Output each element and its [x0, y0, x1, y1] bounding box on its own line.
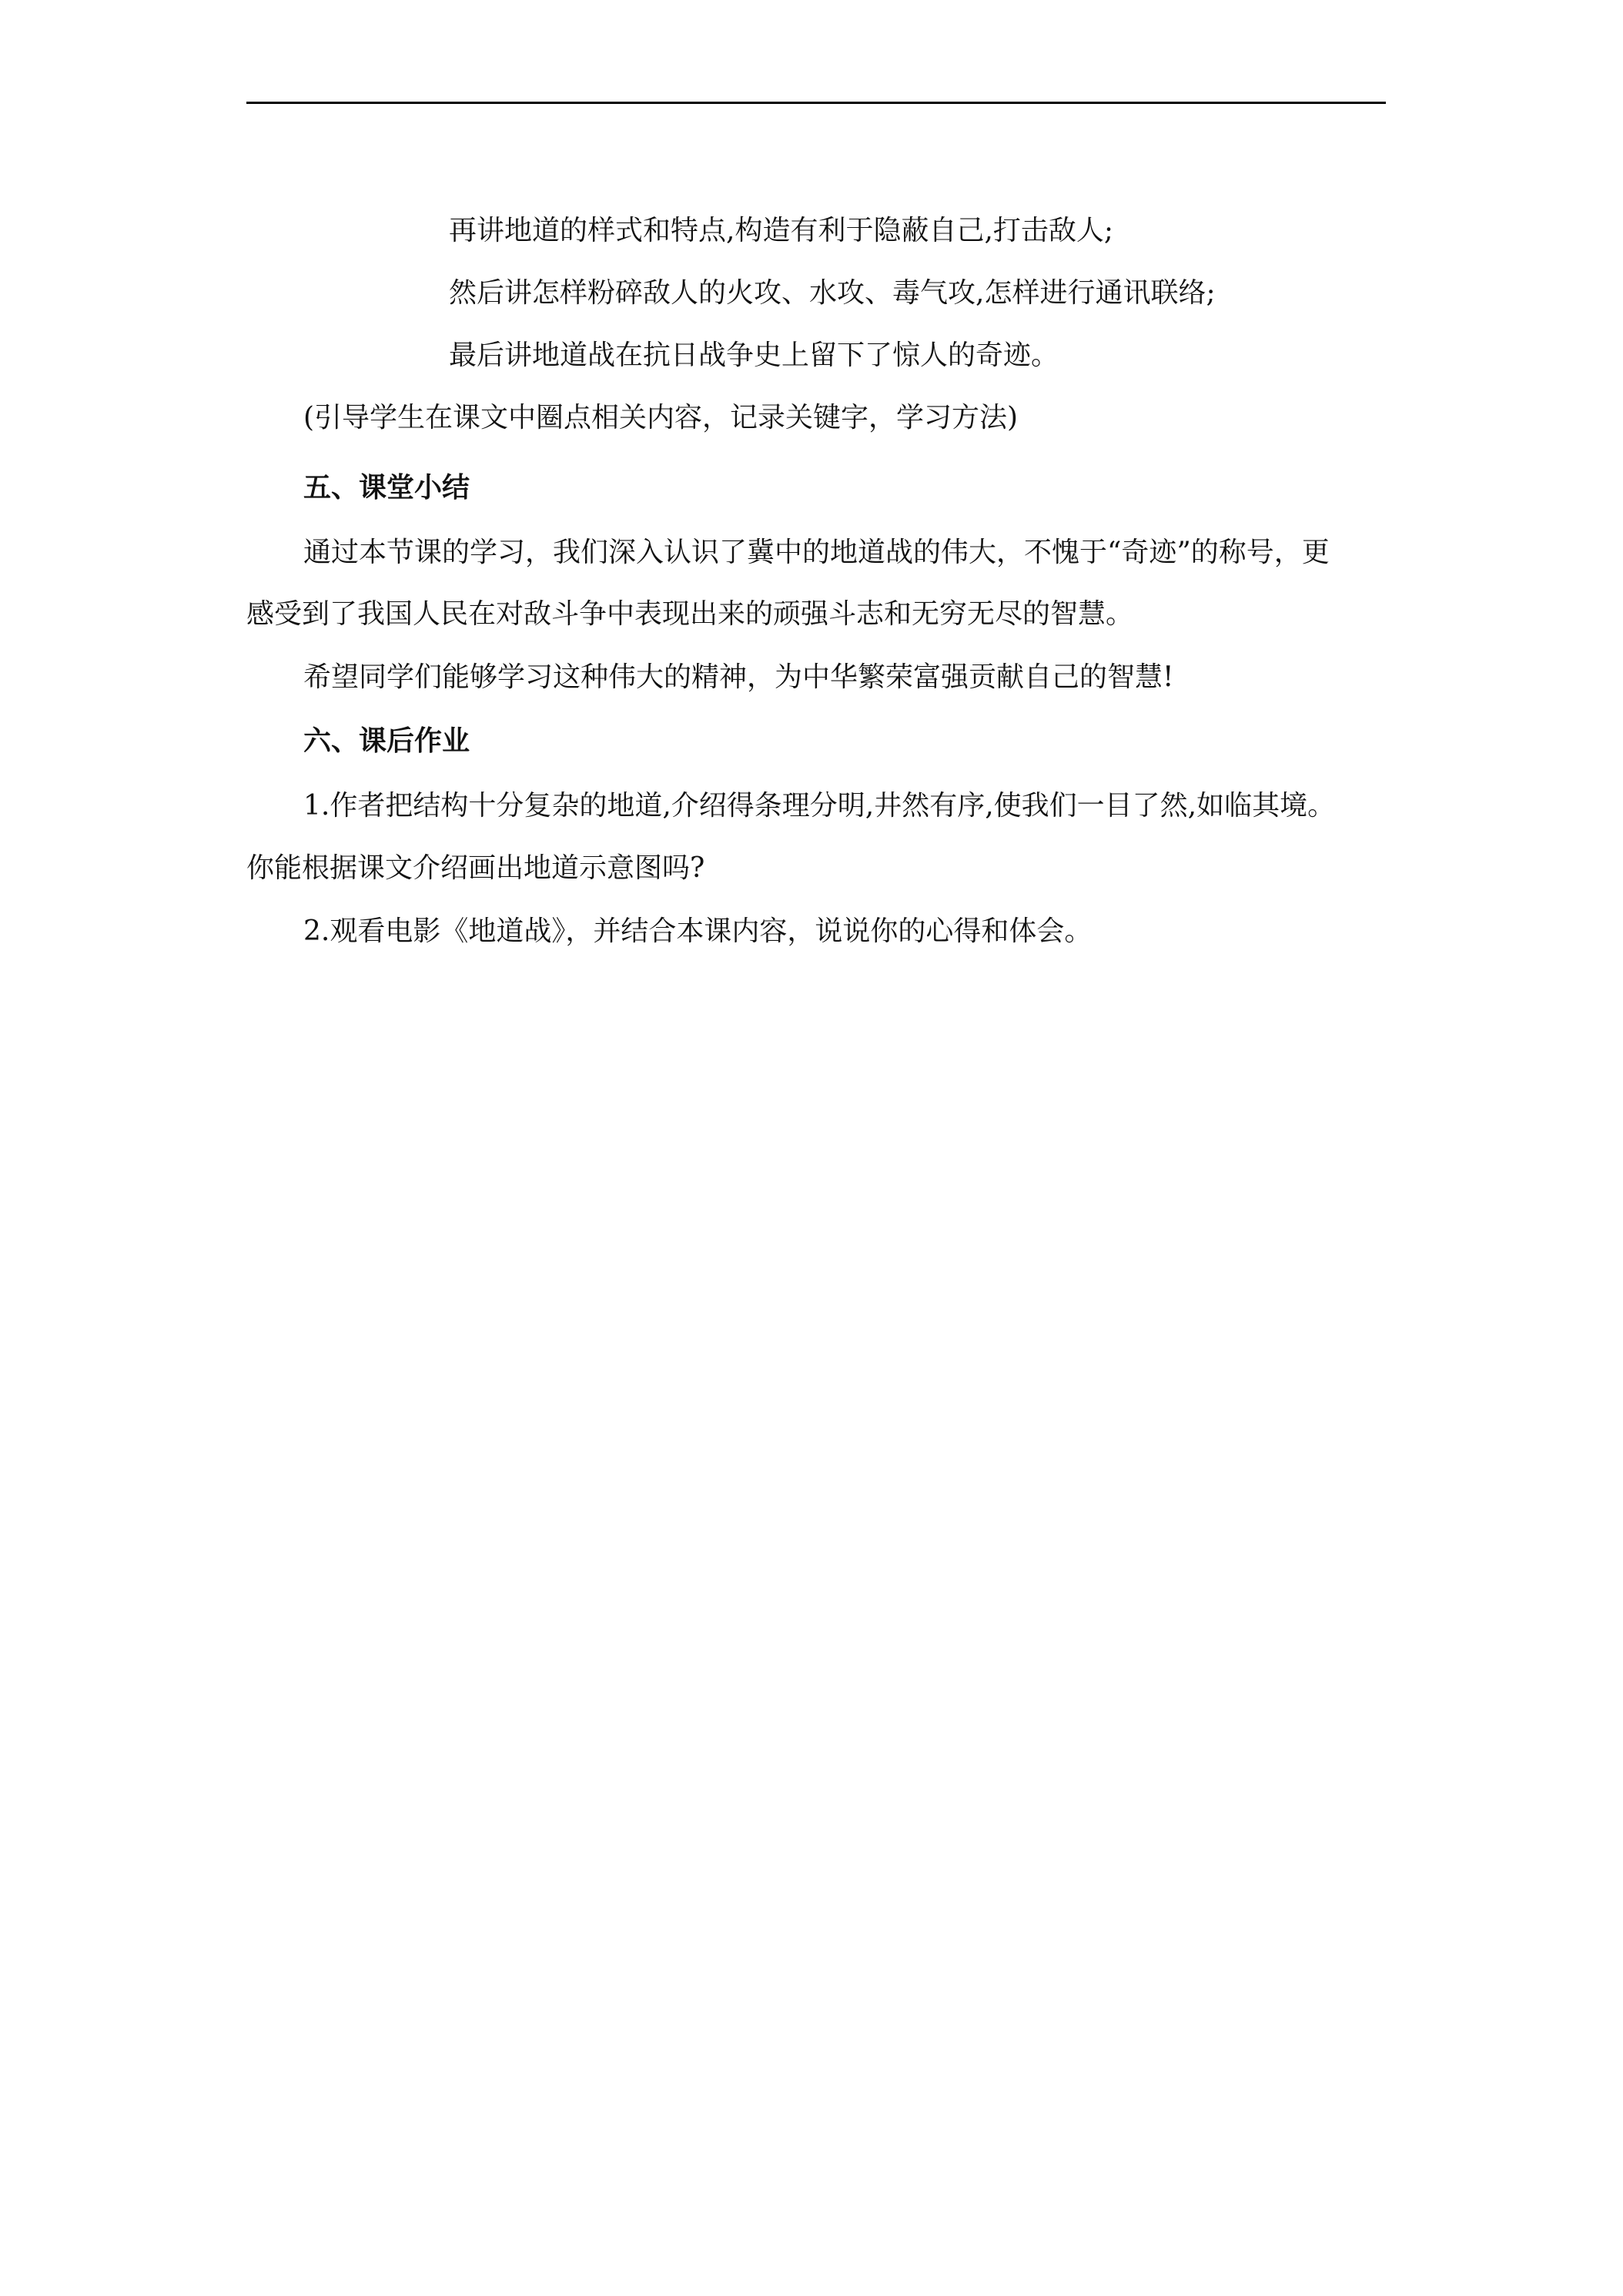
- homework-item-1-line-1: 1.作者把结构十分复杂的地道,介绍得条理分明,井然有序,使我们一目了然,如临其境。: [303, 790, 1336, 822]
- guidance-note: (引导学生在课文中圈点相关内容，记录关键字，学习方法): [303, 402, 1019, 433]
- text-line-1: 再讲地道的样式和特点,构造有利于隐蔽自己,打击敌人;: [449, 215, 1114, 246]
- text-line-2: 然后讲怎样粉碎敌人的火攻、水攻、毒气攻,怎样进行通讯联络;: [449, 277, 1216, 309]
- summary-paragraph-2: 希望同学们能够学习这种伟大的精神，为中华繁荣富强贡献自己的智慧!: [303, 661, 1174, 693]
- section-heading-summary: 五、课堂小结: [303, 472, 470, 504]
- summary-paragraph-line-2: 感受到了我国人民在对敌斗争中表现出来的顽强斗志和无穷无尽的智慧。: [246, 598, 1134, 630]
- homework-item-2: 2.观看电影《地道战》，并结合本课内容，说说你的心得和体会。: [303, 915, 1093, 947]
- text-line-3: 最后讲地道战在抗日战争史上留下了惊人的奇迹。: [449, 340, 1059, 371]
- homework-item-1-line-2: 你能根据课文介绍画出地道示意图吗?: [246, 852, 705, 884]
- section-heading-homework: 六、课后作业: [303, 725, 470, 757]
- summary-paragraph-line-1: 通过本节课的学习，我们深入认识了冀中的地道战的伟大，不愧于“奇迹”的称号，更: [303, 537, 1330, 568]
- header-rule: [246, 102, 1386, 104]
